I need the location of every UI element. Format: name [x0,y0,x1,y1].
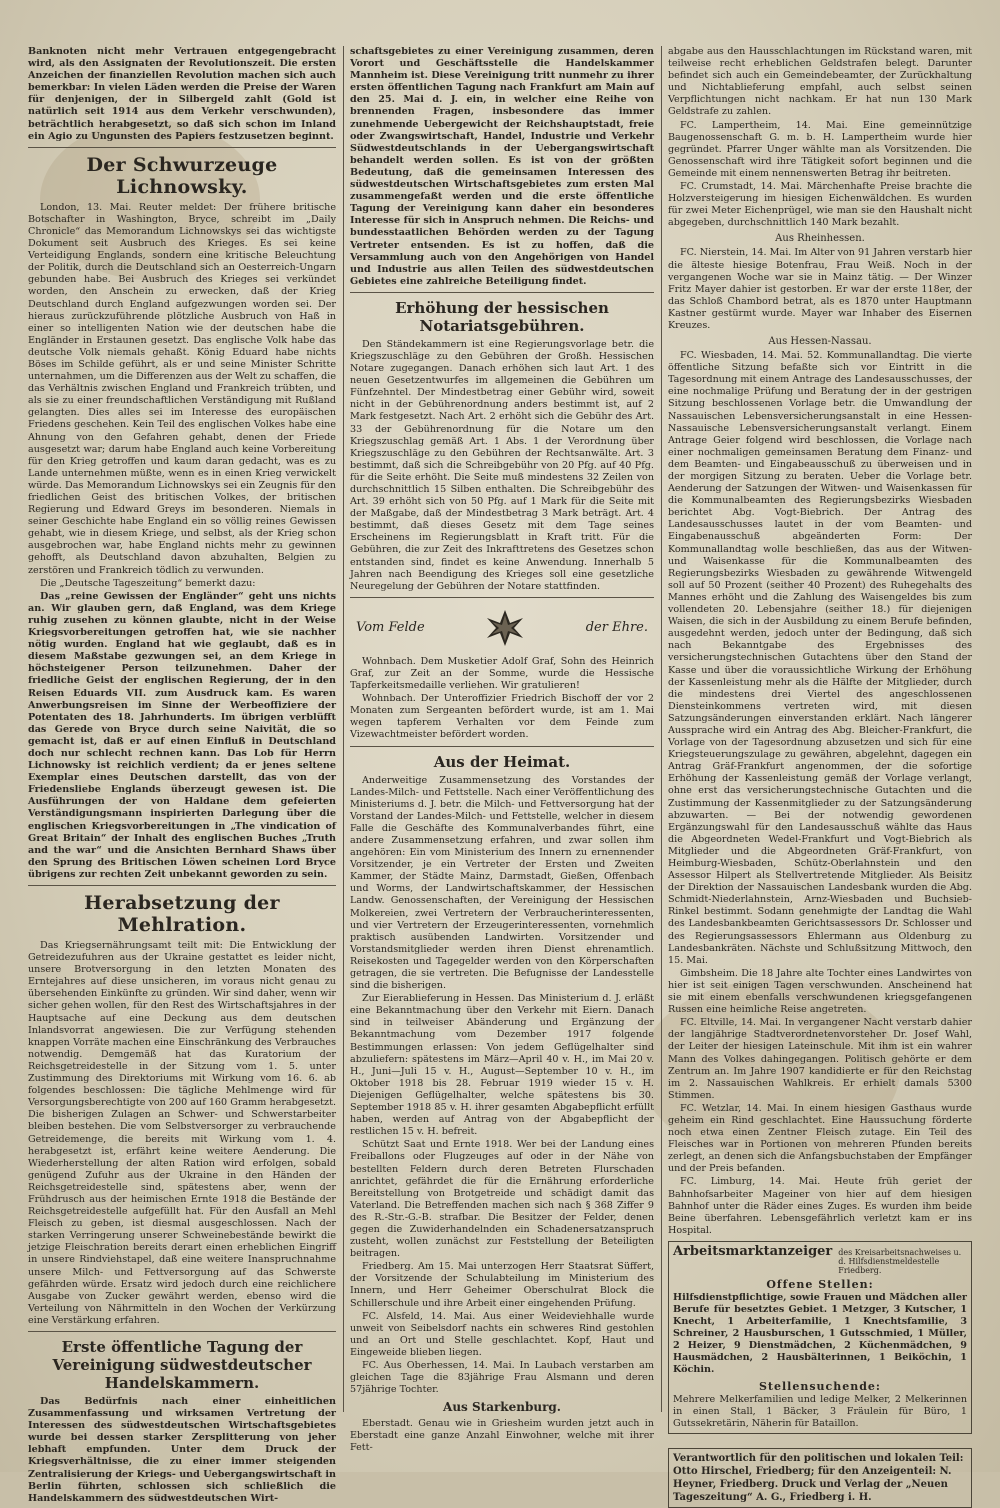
column-3 [668,46,972,1503]
divider [350,597,654,598]
ad-text: Hilfsdienstpflichtige, sowie Frauen und Mädchen aller Berufe für besetztes Gebiet. 1 Metzger, 3 Kutscher, 1 Knecht, 1 Arbeiterfamilie, 1 Knechtsfamilie, 3 Schreiner, 2 Hausburschen, 1 Gutsschmied, 1 Müller, 2 Heizer, 9 Dienstmädchen, 2 Küchenmädchen, 9 Hausmädchen, 2 Hausbälterinnen, 1 Beiköchin, 1 Köchin. [673,1291,967,1376]
article-title: Aus der Heimat. [433,752,571,771]
job-market-ad [668,1241,972,1434]
article-title: Herabsetzung der Mehlration. [84,892,280,936]
paragraph: Zur Eierablieferung in Hessen. Das Ministerium d. J. erläßt eine Bekanntmachung über den Verkehr mit Eiern. Danach sind in teilweiser Abänderung und Ergänzung der Bekanntmachung vom Dezember 1917 folgende Bestimmungen erlassen: Von jedem Geflügelhalter sind abzuliefern: spätestens im März—April 40 v. H., im Mai 20 v. H., Juni—Juli 15 v. H., August—September 10 v. H., im Oktober 1918 bis 28. Februar 1919 wieder 15 v. H. Diejenigen Geflügelhalter, welche spätestens bis 30. September 1918 85 v. H. ihrer gesamten Abgabepflicht erfüllt haben, werden auf Antrag von der Abgabepflicht der restlichen 15 v. H. befreit. [350,993,654,1138]
article-title: Erhöhung der hessischen Notariatsgebühren. [395,298,609,335]
paragraph: Banknoten nicht mehr Vertrauen entgegengebracht wird, als den Assignaten der Revolutionszeit. Die ersten Anzeichen der finanziellen Revolution machen sich auch bemerkbar: In vielen Läden werden die Preise der Waren für denjenigen, der in Silbergeld zahlt (Gold ist natürlich seit 1914 aus dem Verkehr verschwunden), beträchtlich herabgesetzt, so daß sich schon im Inland ein Agio zu Ungunsten des Papiers festzusetzen beginnt. [28,46,336,142]
paragraph: Schützt Saat und Ernte 1918. Wer bei der Landung eines Freiballons oder Flugzeuges auf oder in der Nähe von bestellten Feldern durch deren Betreten Flurschaden anrichtet, gefährdet die für die Ernährung erforderliche Bereitstellung von Brotgetreide und schädigt damit das Vaterland. Die Betreffenden machen sich nach § 368 Ziffer 9 des R.-Str.-G.-B. strafbar. Die Besitzer der Felder, denen gegen die Zuwiderhandelnden ein Schadenersatzanspruch zusteht, wollen zunächst zur Feststellung der Beteiligten beitragen. [350,1139,654,1260]
paragraph: FC. Eltville, 14. Mai. In vergangener Nacht verstarb dahier der langjährige Stadtverordnetenvorsteher Dr. Josef Wahl, der Leiter der hiesigen Lateinschule. Mit ihm ist ein wahrer Mann des Volkes dahingegangen. Politisch gehörte er dem Zentrum an. Im Jahre 1907 kandidierte er für den Reichstag im 2. Nassauischen Wahlkreis. Er erhielt damals 5300 Stimmen. [668,1017,972,1101]
paragraph: FC. Crumstadt, 14. Mai. Märchenhafte Preise brachte die Holzversteigerung im hiesigen Eichenwäldchen. Es wurden für zwei Meter Eichenprügel, wie man sie den Haushalt nicht abgegeben, durchschnittlich 140 Mark bezahlt. [668,181,972,229]
paragraph: FC. Alsfeld, 14. Mai. Aus einer Weideviehhalle wurde unweit von Seibelsdorf nachts ein schweres Rind gestohlen und an Ort und Stelle geschlachtet. Kopf, Haut und Eingeweide blieben liegen. [350,1310,654,1358]
paragraph: Wohnbach. Dem Musketier Adolf Graf, Sohn des Heinrich Graf, zur Zeit an der Somme, wurde die Hessische Tapferkeitsmedaille verliehen. Wir gratulieren! [350,655,654,692]
paragraph: schaftsgebietes zu einer Vereinigung zusammen, deren Vorort und Geschäftsstelle die Handelskammer Mannheim ist. Diese Vereinigung tritt nunmehr zu ihrer ersten öffentlichen Tagung nach Frankfurt am Main auf den 25. Mai d. J. ein, in welcher eine Reihe von brennenden Fragen, insbesondere das immer zunehmende Uebergewicht der Reichshauptstadt, freie oder Zwangswirtschaft, Handel, Industrie und Verkehr Südwestdeutschlands in der Uebergangswirtschaft behandelt werden sollen. Es ist von der größten Bedeutung, daß die gemeinsamen Interessen des südwestdeutschen Wirtschaftsgebietes zum ersten Mal zusammengefaßt werden und die erste öffentliche Tagung der Vereinigung kann daher ein besonderes Interesse für sich in Anspruch nehmen. Die Reichs- und bundesstaatlichen Behörden werden zu der Tagung Vertreter entsenden. Es ist zu hoffen, daß die Versammlung auch von den Angehörigen von Handel und Industrie aus allen Teilen des südwestdeutschen Gebietes eine zahlreiche Beteiligung findet. [350,46,654,287]
column-2 [350,46,654,1454]
column-rule [343,46,344,1412]
paragraph: FC. Aus Oberhessen, 14. Mai. In Laubach verstarben am gleichen Tage die 83jährige Frau Alsmann und deren 57jährige Tochter. [350,1360,654,1396]
section-heading: Aus Rheinhessen. [775,233,865,245]
col1-intro [28,46,336,143]
paragraph: Die „Deutsche Tageszeitung“ bemerkt dazu: [40,577,256,589]
divider [350,746,654,747]
paragraph: FC. Nierstein, 14. Mai. Im Alter von 91 Jahren verstarb hier die älteste hiesige Botenfrau, Frau Weiß. Noch in der vergangenen Woche war sie in Mainz tätig. — Der Winzer Fritz Mayer dahier ist gestorben. Er war der erste 118er, der das Schloß Chambord betrat, als es 1870 unter Hauptmann Kastner gestürmt wurde. Mayer war Inhaber des Eisernen Kreuzes. [668,247,972,331]
honor-heading [356,606,648,650]
paragraph: FC. Lampertheim, 14. Mai. Eine gemeinnützige Baugenossenschaft G. m. b. H. Lampertheim wurde hier gegründet. Pfarrer Unger wählte man als Vorsitzenden. Die Genossenschaft wird ihre Tätigkeit sofort beginnen und die Gemeinde mit einem nennenswerten Betrag ihr beitreten. [668,119,972,179]
column-rule [661,46,662,1412]
column-1 [28,46,336,1504]
paragraph: FC. Wiesbaden, 14. Mai. 52. Kommunallandtag. Die vierte öffentliche Sitzung befaßte sich vor Eintritt in die Tagesordnung mit einem Antrage des Landesausschusses, der eine nochmalige Prüfung und Beratung der in der gestrigen Sitzung beschlossenen Vorlage betr. die Umwandlung der Nassauischen Lebensversicherungsanstalt in eine Hessen-Nassauische Lebensversicherungsanstalt verlangt. Einem Antrage Geier folgend wird beschlossen, die Vorlage nach einer nochmaligen gemeinsamen Beratung dem Finanz- und dem Beamten- und Eingabeausschuß zu überweisen und in der morgigen Sitzung zu beraten. Ueber die Vorlage betr. Aenderung der Satzungen der Witwen- und Waisenkassen für die Kommunalbeamten des Regierungsbezirks Wiesbaden berichtet Abg. Vogt-Biebrich. Der Antrag des Landesausschusses lautet in der vom Beamten- und Eingabenausschuß abgeänderten Form: Der Kommunallandtag wolle beschließen, das aus der Witwen- und Waisenkasse für die Kommunalbeamten des Regierungsbezirks Wiesbaden zu gewährende Witwengeld soll auf 50 Prozent (seither 40 Prozent) des Ruhegehalts des Mannes erhöht und die Zahlung des Waisengeldes bis zum vollendeten 20. Lebensjahre (seither 18.) für diejenigen Waisen, die sich in der Ausbildung zu einem Berufe befinden, ausgedehnt werden, jedoch unter der Bedingung, daß sich nach Bekanntgabe des Ergebnisses des versicherungstechnischen Gutachtens über den Stand der Kasse und über die voraussichtliche Wirkung der Erhöhung der Kassenleistung mehr als die Hälfte der Mitglieder, durch die mindestens drei Viertel des angeschlossenen Diensteinkommens vertreten wird, mit diesen Satzungsänderungen einverstanden erklärt. Nach längerer Aussprache wird ein Antrag des Abg. Bleicher-Frankfurt, die Vorlage von der Tagesordnung abzusetzen und sich für eine Kriegsteuerungszulage zu gewähren, abgelehnt, dagegen ein Antrag Gräf-Frankfurt angenommen, der die sofortige Erhöhung der Kassenleistung gemäß der Vorlage verlangt, ohne erst das versicherungstechnische Gutachten und die Zustimmung der Kassenmitglieder zu der Satzungsänderung abzuwarten. — Bei der notwendig gewordenen Ergänzungswahl für den Landesausschuß wählte das Haus die Abgeordneten Wedel-Frankfurt und Vogt-Biebrich als Mitglieder und die Abgeordneten Gräf-Frankfurt, von Heimburg-Wiesbaden, Schütz-Oberlahnstein und den Assessor Hilpert als Stellvertretende Mitglieder. Als Beisitz der Direktion der Nassauischen Landesbank wurden die Abg. Schmidt-Niederlahnstein, Arnz-Wiesbaden und Buchsieb-Rinkel bestimmt. Sodann genehmigte der Landtag die Wahl des Landesbankbeamten Gerichtsassessors Dr. Schlosser und des Regierungsassessors Ehlermann aus Oldenburg zu Landesbankräten. Nächste und Schlußsitzung Mittwoch, den 15. Mai. [668,350,972,966]
paragraph: Friedberg. Am 15. Mai unterzogen Herr Staatsrat Süffert, der Vorsitzende der Schulabteilung im Ministerium des Innern, und Herr Geheimer Oberschulrat Block die Schillerschule und ihre Arbeit einer eingehenden Prüfung. [350,1261,654,1309]
paragraph: abgabe aus den Hausschlachtungen im Rückstand waren, mit teilweise recht erheblichen Geldstrafen belegt. Darunter befindet sich auch ein Gemeindebeamter, der Zurückhaltung und Nichtablieferung empfahl, auch selbst seinen Verpflichtungen nicht nachkam. Er hat nun 130 Mark Geldstrafe zu zahlen. [668,46,972,118]
paragraph: Das „reine Gewissen der Engländer“ geht uns nichts an. Wir glauben gern, daß England, was dem Kriege ruhig zusehen zu können glaubte, nicht in der Weise Kriegsvorbereitungen getroffen hat, wie sie nachher nötig wurden. England hat wie geglaubt, daß es in diesem Maßstabe gezwungen sei, an dem Kriege in höchsteigener Person teilzunehmen. Daher der friedliche Geist der englischen Regierung, der in den Reisen Eduards VII. zum Ausdruck kam. Es waren Anwerbungsreisen im Sinne der Werbeoffiziere der Potentaten des 18. Jahrhunderts. Im übrigen verblüfft das Gerede von Bryce durch seine Naivität, die so gemacht ist, daß er auf einen Einfluß in Deutschland doch nur schlecht rechnen kann. Das Lob für Herrn Lichnowsky ist reichlich verdient; da er jenes seltene Exemplar eines Deutschen darstellt, das von der Friedensliebe Englands überzeugt gewesen ist. Die Ausführungen der von Haldane dem gefeierten Verständigungsmann inspirierten Darlegung über die englischen Kriegsvorbereitungen in „The vindication of Great Britain“ der Inhalt des englischen Buches „Truth and the war“ und die Ansichten Bernhard Shaws über den Sprung des Britischen Löwen scheinen Lord Bryce übrigens zur rechten Zeit unbekannt geworden zu sein. [28,590,336,880]
paragraph: FC. Limburg, 14. Mai. Heute früh geriet der Bahnhofsarbeiter Mageiner von hier auf dem hiesigen Bahnhof unter die Räder eines Zuges. Es wurden ihm beide Beine überfahren. Lebensgefährlich verletzt kam er ins Hospital. [668,1176,972,1236]
article-title: Der Schwurzeuge Lichnowsky. [86,153,278,198]
paragraph: Das Kriegsernährungsamt teilt mit: Die Entwicklung der Getreidezufuhren aus der Ukraine gestattet es leider nicht, unsere Brotversorgung in den letzten Monaten des Erntejahres auf diese unsicheren, im voraus nicht genau zu übersehenden Einkünfte zu gründen. Wir sind daher, wenn wir sicher gehen wollen, für den Rest des Wirtschaftsjahres in der Hauptsache auf eine Deckung aus dem deutschen Inlandsvorrat angewiesen. Die zur Verfügung stehenden knappen Vorräte machen eine Einschränkung des Verbrauches notwendig. Demgemäß hat das Kuratorium der Reichsgetreidestelle in der Sitzung vom 1. 5. unter Zustimmung des Direktoriums mit Wirkung vom 16. 6. ab folgendes beschlossen: Die tägliche Mehlmenge wird für Versorgungsberechtigte von 200 auf 160 Gramm herabgesetzt. Die bisherigen Zulagen an Schwer- und Schwerstarbeiter bleiben bestehen. Die vom Selbstversorger zu verbrauchende Getreidemenge, die bereits mit Wirkung vom 1. 4. herabgesetzt ist, erfährt keine weitere Aenderung. Die Wiederherstellung der alten Ration wird erfolgen, sobald genügend Zufuhr aus der Ukraine in den Händen der Reichsgetreidestelle sind, spätestens aber, wenn der Frühdrusch aus der heimischen Ernte 1918 die Bestände der Reichsgetreidestelle aufgefüllt hat. Für den Ausfall an Mehl Fleisch zu geben, ist diesmal ausgeschlossen. Nach der starken Verringerung unserer Schweinebestände bewirkt die jetzige Fleischration bereits derart einen erheblichen Eingriff in unsere Rindviehstapel, daß eine weitere Inanspruchnahme unsere Milch- und Fettversorgung auf das Schwerste gefährden würde. Ersatz wird jedoch durch eine reichlichere Ausgabe von Zucker gewährt werden, ebenso wird die Verteilung von Nährmitteln in den Wochen der Verkürzung eine Verstärkung erfahren. [28,940,336,1326]
ad-header [673,1244,967,1275]
section-heading: Aus Starkenburg. [443,1400,561,1415]
divider [350,292,654,293]
divider [28,885,336,886]
paragraph: FC. Wetzlar, 14. Mai. In einem hiesigen Gasthaus wurde geheim ein Rind geschlachtet. Eine Haussuchung förderte noch etwa einen Zentner Fleisch zutage. Ein Teil des Fleisches war in Portionen von mehreren Pfunden bereits zerlegt, an denen sich die Anfangsbuchstaben der Empfänger und der Preis befanden. [668,1102,972,1175]
paragraph: Eberstadt. Genau wie in Griesheim wurden jetzt auch in Eberstadt eine ganze Anzahl Einwohner, welche mit ihrer Fett- [350,1418,654,1454]
section-heading: Aus Hessen-Nassau. [768,336,872,348]
ad-note: des Kreisarbeitsnachweises u. d. Hilfsdienstmeldestelle Friedberg. [838,1247,962,1275]
paragraph: Das Bedürfnis nach einer einheitlichen Zusammenfassung und wirksamen Vertretung der Interessen des südwestdeutschen Wirtschaftsgebietes wurde bei dessen starker Zersplitterung von jeher lebhaft empfunden. Unter dem Druck der Kriegsverhältnisse, die zu einer immer steigenden Zentralisierung der Kriegs- und Uebergangswirtschaft in Berlin führten, schlossen sich schließlich die Handelskammern des südwestdeutschen Wirt- [28,1396,336,1504]
ad-title: Arbeitsmarktanzeiger [673,1243,833,1259]
paragraph: Anderweitige Zusammensetzung des Vorstandes der Landes-Milch- und Fettstelle. Nach einer Veröffentlichung des Ministeriums d. J. betr. die Milch- und Fettversorgung hat der Vorstand der Landes-Milch- und Fettstelle, welcher in diesem Falle die Geschäfte des Kommunalverbandes führt, eine andere Zusammensetzung erfahren, und zwar sollen ihm angehören: Ein vom Ministerium des Innern zu ernennender Vorsitzender, je ein Vertreter der Ersten und Zweiten Kammer, der Städte Mainz, Darmstadt, Gießen, Offenbach und Worms, der Landwirtschaftskammer, der Hessischen Landw. Genossenschaften, der Vereinigung der Hessischen Molkereien, zwei Vertretern der Verbraucherinteressenten, und vier Vertretern der Erzeugerinteressenten, vornehmlich praktisch ausübenden Landwirten. Vorsitzender und Vorstandsmitglieder werden ihren Dienst ehrenamtlich. Reisekosten und Tagegelder werden von den Körperschaften getragen, die sie vertreten. Die Befugnisse der Landesstelle sind die bisherigen. [350,774,654,992]
ad-section-heading: Offene Stellen: [766,1277,874,1291]
honor-heading-right: der Ehre. [585,620,648,636]
ad-section-heading: Stellensuchende: [758,1379,881,1393]
paragraph: Wohnbach. Der Unteroffizier Friedrich Bischoff der vor 2 Monaten zum Sergeanten befördert wurde, ist am 1. Mai wegen tapferem Verhalten vor dem Feinde zum Vizewachtmeister befördert worden. [350,693,654,741]
paragraph: Gimbsheim. Die 18 Jahre alte Tochter eines Landwirtes von hier ist seit einigen Tagen verschwunden. Anscheinend hat sie mit einem ebenfalls verschwundenen kriegsgefangenen Russen eine heimliche Reise angetreten. [668,967,972,1016]
divider [28,147,336,148]
honor-heading-left: Vom Felde [356,620,425,636]
article-title: Erste öffentliche Tagung der Vereinigung südwestdeutscher Handelskammern. [52,1338,312,1392]
imprint: Verantwortlich für den politischen und lokalen Teil: Otto Hirschel, Friedberg; für den Anzeigenteil: N. Heyner, Friedberg. Druck und Verlag der „Neuen Tageszeitung“ A. G., Friedberg i. H. [668,1448,972,1508]
paragraph: London, 13. Mai. Reuter meldet: Der frühere britische Botschafter in Washington, Bryce, schreibt im „Daily Chronicle“ das Memorandum Lichnowskys sei das wichtigste Dokument seit Ausbruch des Krieges. Es sei keine Verteidigung Englands, sondern eine kritische Beleuchtung der Politik, durch die Deutschland sich an Oesterreich-Ungarn gebunden habe. Bei Ausbruch des Krieges sei verkündet worden, den Anschein zu erwecken, daß der Krieg Deutschland durch England aufgezwungen worden sei. Der hieraus zurückzuführende plötzliche Ausbruch von Haß in einer so intelligenten Nation wie der deutschen habe die Engländer in Erstaunen gesetzt. Das englische Volk habe das deutsche Volk niemals gehaßt. König Eduard habe nichts Böses im Schilde geführt, als er und seine Minister Schritte unternahmen, um die Differenzen aus der Welt zu schaffen, die das Verhältnis zwischen England und Frankreich trübten, und als sie zu einer freundschaftlichen Verständigung mit Rußland gelangten. Dies alles sei im Interesse des europäischen Friedens geschehen. Kein Teil des englischen Volkes habe eine Ahnung von den Gefahren gehabt, denen der Friede ausgesetzt war; darum habe England auch keine Vorbereitung für den Krieg getroffen und kaum daran gedacht, was es zu Lande unternehmen müßte, wenn es in einen Krieg verwickelt würde. Das Memorandum Lichnowskys sei ein Zeugnis für den friedlichen Geist des britischen Volkes, der britischen Regierung und Edward Greys im besonderen. Niemals in seiner Geschichte habe England ein so völlig reines Gewissen gehabt, wie in diesem Kriege, und selbst, als der Krieg schon ausgebrochen war, habe England nichts mehr zu gewinnen gehofft, als Deutschland davon abzuhalten, Belgien zu zerstören und Frankreich tödlich zu verwunden. [28,201,336,576]
iron-cross-icon [483,606,527,650]
ad-text: Mehrere Melkerfamilien und ledige Melker, 2 Melkerinnen in einen Stall, 1 Bäcker, 3 Fräulein für Büro, 1 Gutssekretärin, Näherin für Bataillon. [673,1393,967,1429]
divider [28,1331,336,1332]
paragraph: Den Ständekammern ist eine Regierungsvorlage betr. die Kriegszuschläge zu den Gebühren der Großh. Hessischen Notare zugegangen. Danach erhöhen sich laut Art. 1 des neuen Gesetzentwurfes im allgemeinen die Gebühren um Fünfzehntel. Der Mindestbetrag einer Gebühr wird, soweit nicht in der Gebührenordnung anders bestimmt ist, auf 2 Mark festgesetzt. Nach Art. 2 erhöht sich die Gebühr des Art. 33 der Gebührenordnung für die Notare um den Kriegszuschlag gemäß Art. 1 Abs. 1 der Verordnung über Kriegszuschläge zu den Gebühren der Rechtsanwälte. Art. 3 bestimmt, daß sich die Schreibgebühr von 20 Pfg. auf 40 Pfg. für die Seite erhöht. Die Seite muß mindestens 32 Zeilen von durchschnittlich 15 Silben enthalten. Die Schreibgebühr des Art. 39 erhöht sich von 50 Pfg. auf 1 Mark für die Seite mit der Maßgabe, daß der Mindestbetrag 3 Mark beträgt. Art. 4 bestimmt, daß dieses Gesetz mit dem Tage seines Erscheinens im Regierungsblatt in Kraft tritt. Für die Gebühren, die zur Zeit des Inkrafttretens des Gesetzes schon entstanden sind, findet es keine Anwendung. Innerhalb 5 Jahren nach Beendigung des Krieges soll eine gesetzliche Neuregelung der Gebühren der Notare stattfinden. [350,338,654,592]
